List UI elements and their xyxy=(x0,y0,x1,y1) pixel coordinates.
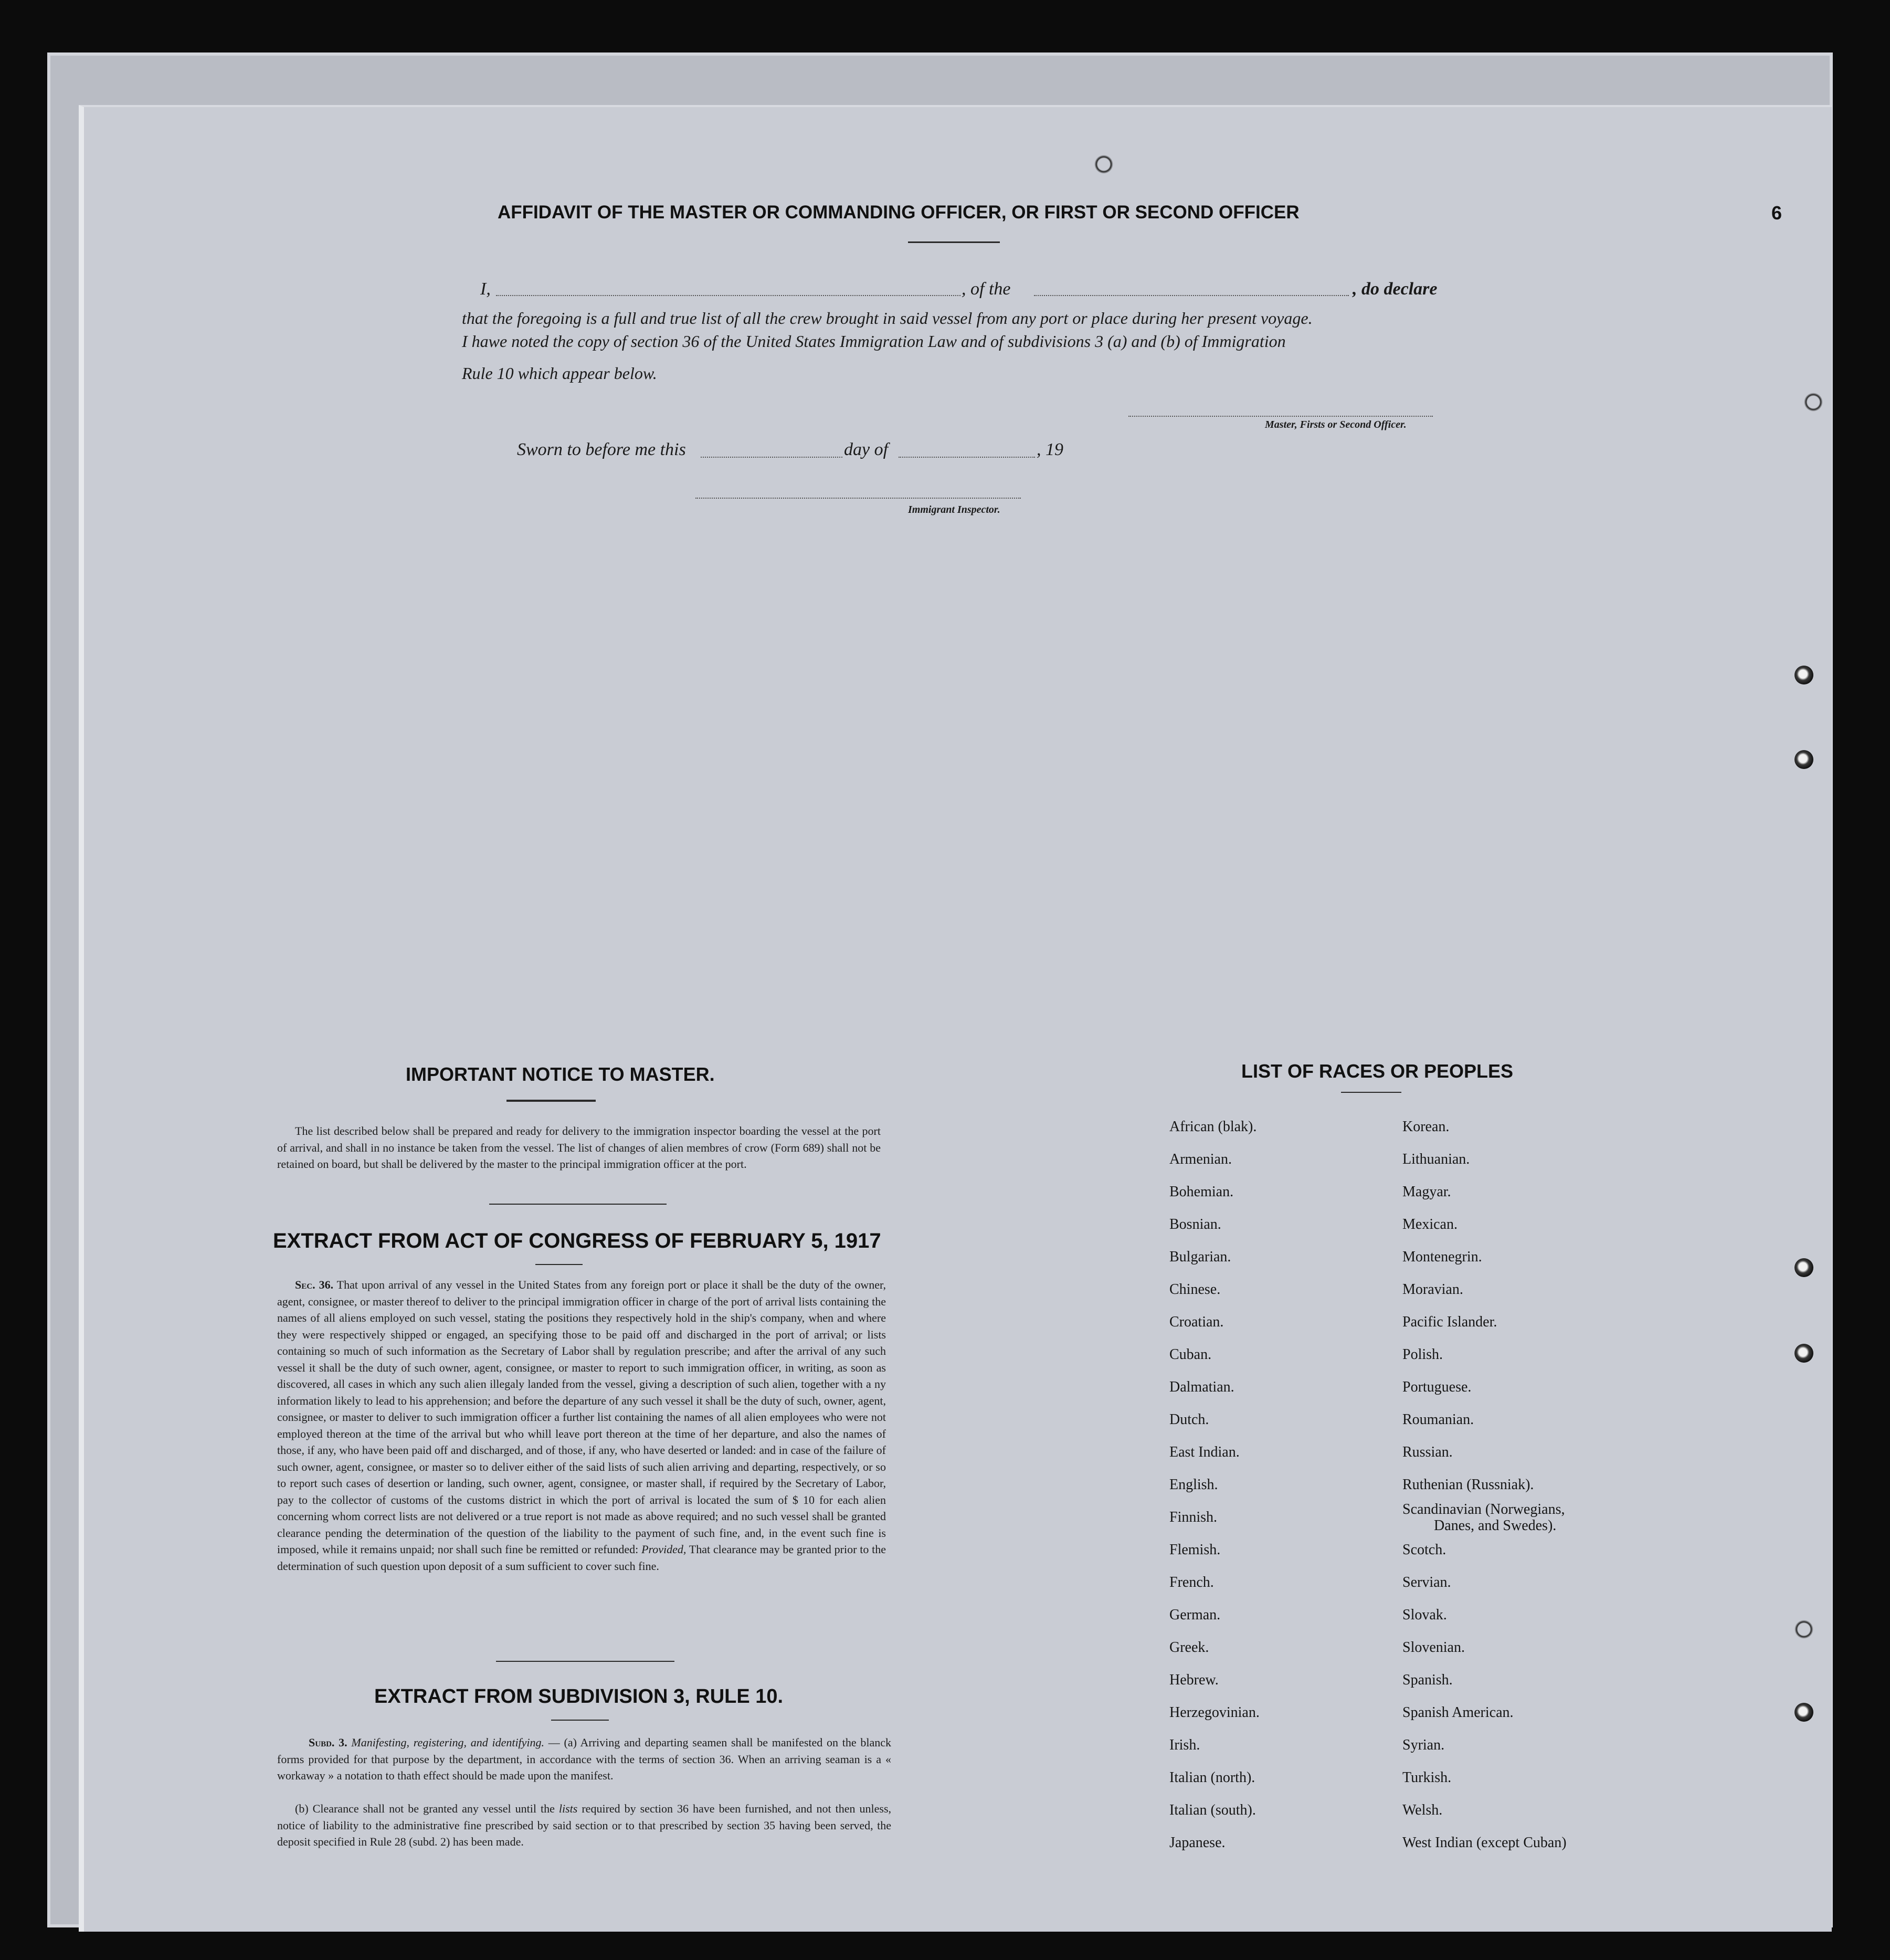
race-item: French. xyxy=(1169,1574,1214,1590)
affidavit-declare: , do declare xyxy=(1353,279,1438,299)
affidavit-of-the: , of the xyxy=(962,279,1011,299)
race-item: Italian (north). xyxy=(1169,1769,1255,1786)
race-item: German. xyxy=(1169,1607,1221,1623)
affidavit-line-3: I hawe noted the copy of section 36 of the United States Immigration Law and of subdivisions 3 (a) and (b) of Immigration xyxy=(462,332,1286,351)
race-item: Ruthenian (Russniak). xyxy=(1402,1477,1534,1493)
notice-title: IMPORTANT NOTICE TO MASTER. xyxy=(406,1063,715,1085)
punch-hole xyxy=(1794,1620,1813,1639)
race-item: Servian. xyxy=(1402,1574,1451,1590)
punch-hole xyxy=(1794,1344,1813,1363)
race-item: Turkish. xyxy=(1402,1769,1452,1786)
notice-rule xyxy=(506,1100,596,1102)
name-blank xyxy=(496,295,960,296)
races-left-column xyxy=(1169,1111,1260,1859)
rule-text-a xyxy=(277,1734,891,1784)
race-item: Flemish. xyxy=(1169,1542,1221,1558)
race-item: Russian. xyxy=(1402,1444,1453,1460)
race-item: Italian (south). xyxy=(1169,1802,1256,1818)
race-item: Cuban. xyxy=(1169,1346,1212,1363)
notice-divider xyxy=(489,1204,667,1205)
race-item: Pacific Islander. xyxy=(1402,1314,1497,1330)
race-item: Danes, and Swedes). xyxy=(1434,1518,1557,1534)
race-item: Finnish. xyxy=(1169,1509,1218,1525)
act-rule xyxy=(535,1264,583,1265)
race-item: Spanish American. xyxy=(1402,1704,1514,1721)
race-item: Lithuanian. xyxy=(1402,1151,1470,1167)
race-item: Korean. xyxy=(1402,1119,1450,1135)
notice-text: The list described below shall be prepared and ready for delivery to the immigration inspector boarding the vessel at the port of arrival, and shall in no instance be taken from the vessel. The list of changes of alien membres of crow (Form 689) shall not be retained on board, but shall be delivered by the master to the principal immigration officer at the port. xyxy=(277,1124,881,1171)
race-item: Greek. xyxy=(1169,1639,1209,1656)
act-title: EXTRACT FROM ACT OF CONGRESS OF FEBRUARY 5, 1917 xyxy=(273,1229,881,1252)
rule-text-b xyxy=(277,1800,891,1850)
race-item: Slovenian. xyxy=(1402,1639,1465,1656)
race-item: Roumanian. xyxy=(1402,1411,1474,1428)
races-title: LIST OF RACES OR PEOPLES xyxy=(1241,1060,1514,1082)
page-number: 6 xyxy=(1771,202,1782,224)
rule-part-b-lists: lists xyxy=(558,1802,578,1815)
race-item: Magyar. xyxy=(1402,1184,1451,1200)
race-item: Irish. xyxy=(1169,1737,1200,1753)
race-item: Polish. xyxy=(1402,1346,1443,1363)
affidavit-line-4: Rule 10 which appear below. xyxy=(462,364,657,383)
race-item: Japanese. xyxy=(1169,1835,1226,1851)
affidavit-title: AFFIDAVIT OF THE MASTER OR COMMANDING OFFICER, OR FIRST OR SECOND OFFICER xyxy=(498,202,1300,223)
race-item: English. xyxy=(1169,1477,1218,1493)
act-section-end: That clearance may be granted prior to the determination of such question upon deposit of a sum sufficient to cover such fine. xyxy=(277,1543,886,1573)
rule-title: EXTRACT FROM SUBDIVISION 3, RULE 10. xyxy=(374,1685,784,1708)
race-item: Chinese. xyxy=(1169,1281,1221,1298)
act-section-body: That upon arrival of any vessel in the United States from any foreign port or place it shall be the duty of the owner, agent, consignee, or master thereof to deliver to the principal immigration officer in charge of the port of arrival lists containing the names of all aliens employed on such vessel, stating the positions they respectively hold in the ship's company, when and where they were respectively shipped or engaged, an specifying those to be paid off and discharged in the port of arrival; or lists containing so much of such information as the Secretary of Labor shall by regulation prescribe; and after the arrival of any such vessel it shall be the duty of such owner, agent, consignee, or master to report to such immigration officer, in writing, as soon as discovered, all cases in which any such alien illegaly landed from the vessel, giving a description of such alien, together with a ny information likely to lead to his apprehension; and before the departure of any such vessel it shall be the duty of such, owner, agent, consignee, or master to deliver to such immigration officer a further list containing the names of all alien employees who were not employed thereon at the time of the arrival but who whill leave port thereon at the time of her departure, and also the names of those, if any, who have been paid off and discharged, and of those, if any, who have deserted or landed: and in case of the failure of such owner, agent, consignee, or master so to deliver either of the said lists of such alien arriving and departing, respectively, or so to report such cases of desertion or landing, such owner, agent, consignee, or master shall, if required by the Secretary of Labor, pay to the collector of customs of the customs district in which the port of arrival is located the sum of $ 10 for each alien concerning whom correct lists are not delivered or a true report is not made as above required; and no such vessel shall be granted clearance pending the determination of the question of the liability to the payment of such fine, and, in the event such fine is imposed, while it remains unpaid; nor shall such fine be remitted or refunded: xyxy=(277,1278,886,1556)
race-item: Hebrew. xyxy=(1169,1672,1219,1688)
races-rule xyxy=(1341,1092,1401,1093)
race-item: Montenegrin. xyxy=(1402,1249,1482,1265)
sworn-month-blank xyxy=(899,457,1035,458)
race-item: Moravian. xyxy=(1402,1281,1463,1298)
sworn-day-blank xyxy=(701,457,842,458)
sworn-prefix: Sworn to before me this xyxy=(517,440,686,459)
race-item: Portuguese. xyxy=(1402,1379,1472,1395)
race-item: East Indian. xyxy=(1169,1444,1240,1460)
race-item: Herzegovinian. xyxy=(1169,1704,1260,1721)
affidavit-i: I, xyxy=(480,279,491,299)
race-item: Spanish. xyxy=(1402,1672,1453,1688)
title-rule xyxy=(908,241,1000,243)
races-right-column xyxy=(1402,1111,1567,1859)
affidavit-line-2: that the foregoing is a full and true list of all the crew brought in said vessel from any port or place during her present voyage. xyxy=(462,309,1313,328)
act-provided: Provided, xyxy=(641,1543,687,1556)
vessel-blank xyxy=(1034,295,1349,296)
master-signature-label: Master, Firsts or Second Officer. xyxy=(1265,419,1407,430)
race-item: Bohemian. xyxy=(1169,1184,1234,1200)
punch-hole xyxy=(1794,666,1813,684)
rule-subd-heading: Manifesting, registering, and identifying. xyxy=(351,1736,545,1749)
act-divider xyxy=(496,1661,674,1662)
punch-hole xyxy=(1794,1703,1813,1722)
sworn-day-of: day of xyxy=(844,440,889,459)
race-item: Welsh. xyxy=(1402,1802,1443,1818)
race-item: Scandinavian (Norwegians, xyxy=(1402,1501,1565,1518)
act-section-text xyxy=(277,1277,886,1574)
rule-subd-label: Subd. 3. xyxy=(309,1736,347,1749)
race-item: Slovak. xyxy=(1402,1607,1447,1623)
act-section-label: Sec. 36. xyxy=(295,1278,334,1291)
race-item: Bulgarian. xyxy=(1169,1249,1231,1265)
race-item: Croatian. xyxy=(1169,1314,1224,1330)
race-item: Syrian. xyxy=(1402,1737,1445,1753)
sworn-year: , 19 xyxy=(1037,440,1063,459)
punch-hole xyxy=(1794,750,1813,769)
master-signature-line xyxy=(1128,416,1433,417)
race-item: Mexican. xyxy=(1402,1216,1458,1232)
rule-part-b-end: required by section 36 have been furnished, and not then unless, notice of liability to the administrative fine prescribed by said section or to that prescribed by section 35 having been served, the deposit specified in Rule 28 (subd. 2) has been made. xyxy=(277,1802,892,1848)
rule-part-b-start: (b) Clearance shall not be granted any vessel until the xyxy=(295,1802,555,1815)
punch-hole xyxy=(1804,393,1823,412)
race-item: Scotch. xyxy=(1402,1542,1446,1558)
race-item: Bosnian. xyxy=(1169,1216,1221,1232)
race-item: West Indian (except Cuban) xyxy=(1402,1835,1567,1851)
race-item: Dutch. xyxy=(1169,1411,1209,1428)
rule-rule xyxy=(551,1720,609,1721)
punch-hole xyxy=(1094,155,1113,174)
rule-part-a: — (a) Arriving and departing seamen shall be manifested on the blanck forms provided for that purpose by the department, in accordance with the terms of section 36. When an arriving seaman is a « workaway » a notation to thath effect should be made upon the manifest. xyxy=(277,1736,892,1782)
inspector-signature-line xyxy=(695,498,1021,499)
race-item: Dalmatian. xyxy=(1169,1379,1234,1395)
document-page xyxy=(79,105,1832,1932)
punch-hole xyxy=(1794,1258,1813,1277)
race-item: African (blak). xyxy=(1169,1119,1257,1135)
race-item: Armenian. xyxy=(1169,1151,1232,1167)
inspector-signature-label: Immigrant Inspector. xyxy=(908,504,1000,515)
